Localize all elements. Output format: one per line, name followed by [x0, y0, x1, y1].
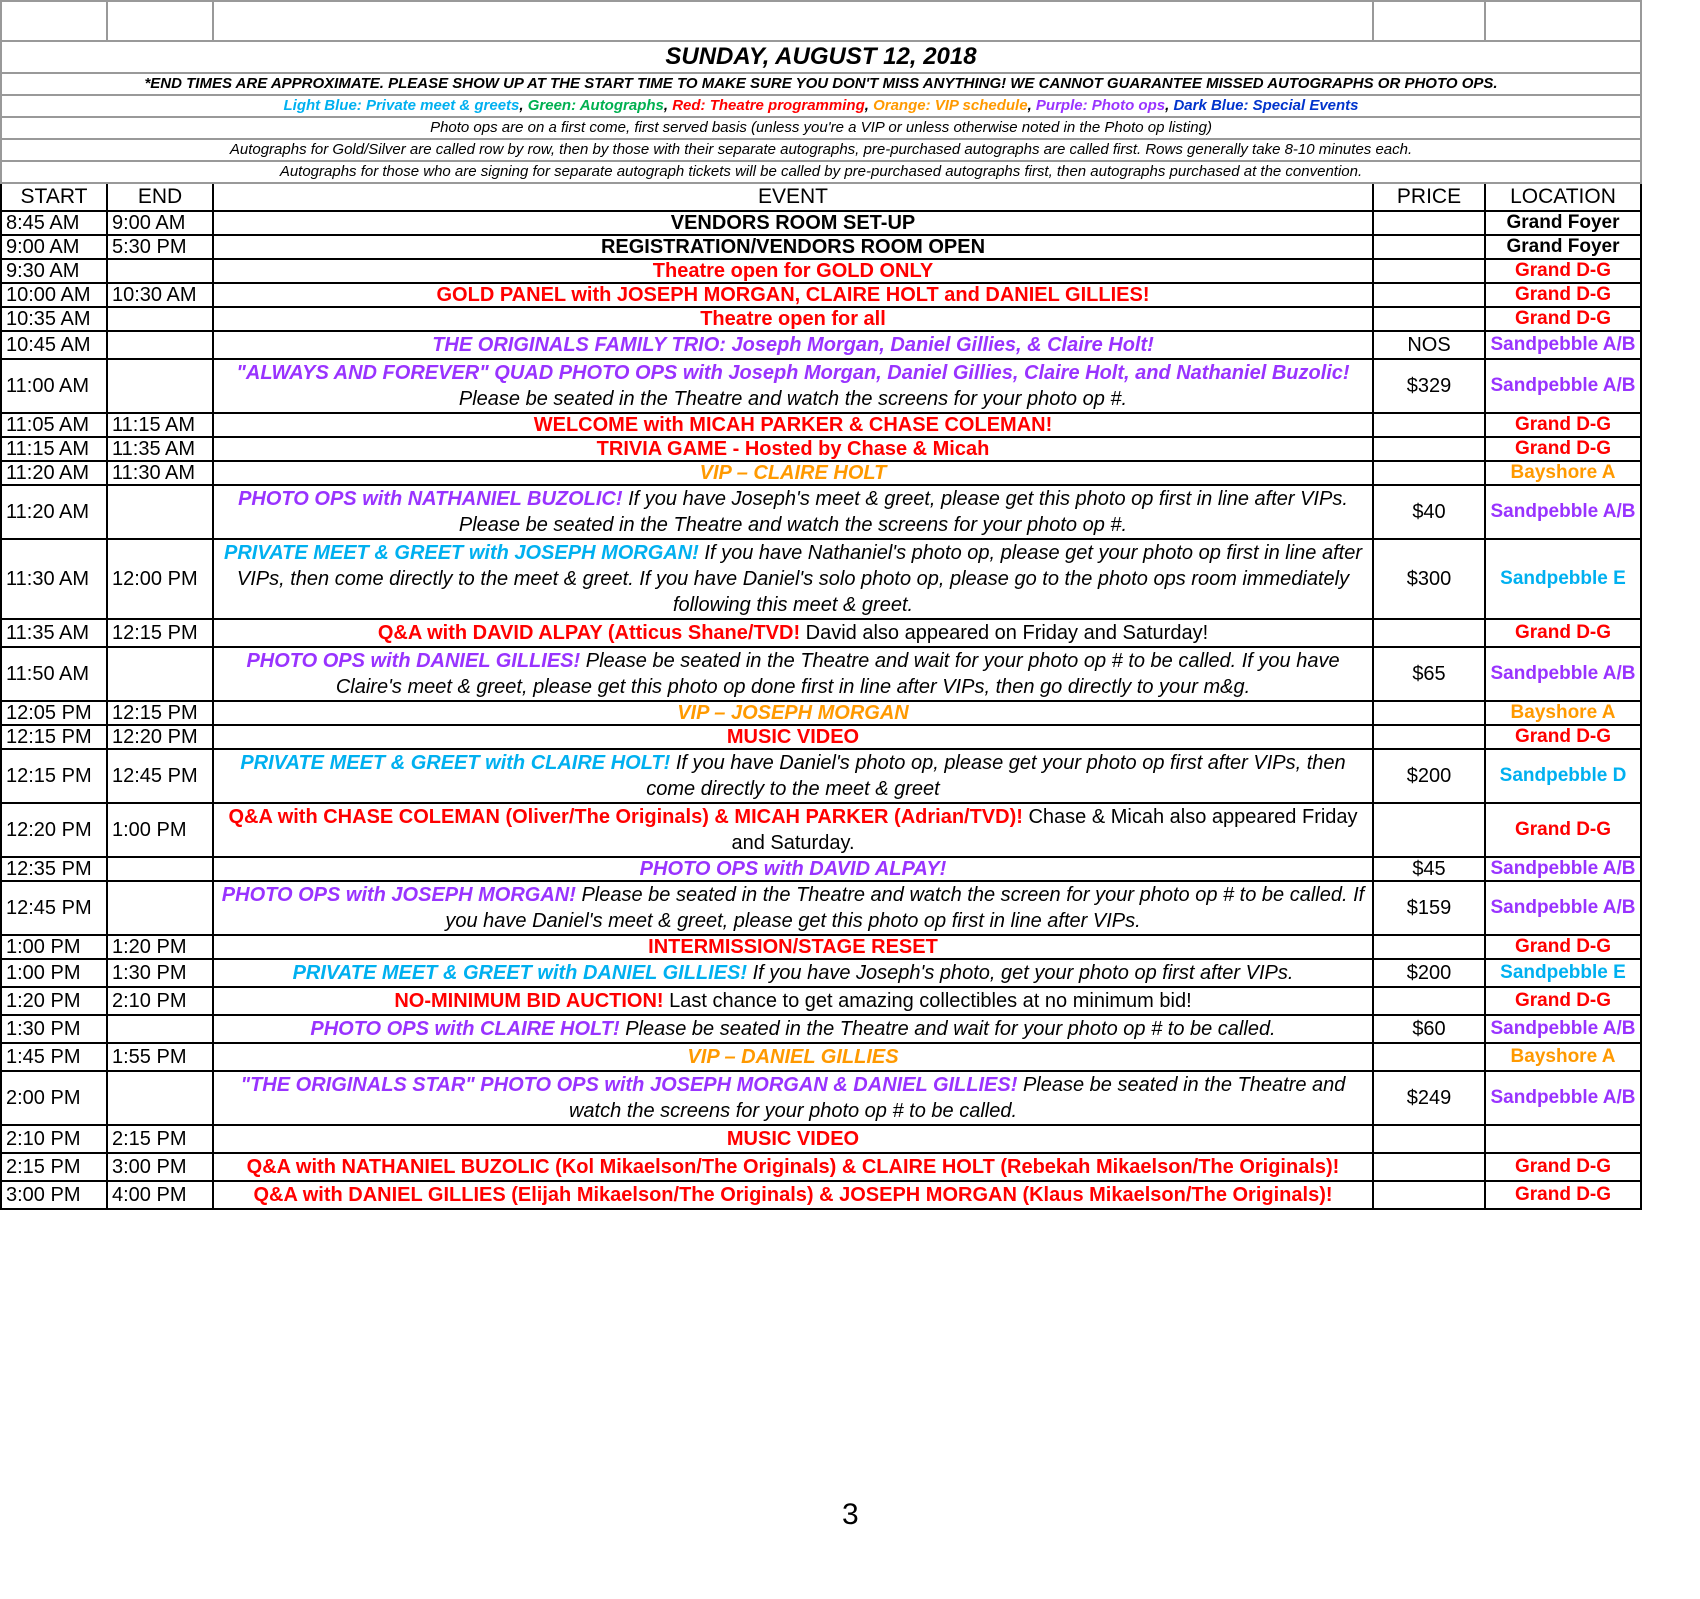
end-time	[107, 857, 213, 881]
end-time: 3:00 PM	[107, 1153, 213, 1181]
start-time: 1:30 PM	[1, 1015, 107, 1043]
legend-separator: ,	[519, 97, 528, 114]
event-title: MUSIC VIDEO	[726, 726, 860, 748]
event-note: If you have Nathaniel's photo op, please get your photo op first in line after VIPs, then come directly to the meet & greet. If you have Daniel's solo photo op, please go to the photo ops room immediately following this meet & greet.	[236, 542, 1362, 616]
event-title: INTERMISSION/STAGE RESET	[648, 936, 938, 958]
schedule-row	[1, 1015, 1641, 1043]
location-cell: Grand D-G	[1485, 987, 1641, 1015]
event-title: VIP – DANIEL GILLIES	[687, 1046, 899, 1068]
start-time: 1:45 PM	[1, 1043, 107, 1071]
location-cell: Grand D-G	[1485, 1153, 1641, 1181]
price-cell	[1373, 1043, 1485, 1071]
legend-separator: ,	[864, 97, 874, 114]
end-time	[107, 1015, 213, 1043]
start-time: 3:00 PM	[1, 1181, 107, 1209]
end-time	[107, 359, 213, 413]
event-title: VIP – JOSEPH MORGAN	[677, 702, 909, 724]
price-cell: $200	[1373, 959, 1485, 987]
end-time	[107, 307, 213, 331]
event-cell	[213, 331, 1373, 359]
event-cell	[213, 461, 1373, 485]
event-title: Theatre open for all	[700, 308, 886, 330]
legend-entry: Dark Blue: Special Events	[1173, 97, 1359, 114]
start-time: 11:00 AM	[1, 359, 107, 413]
price-cell	[1373, 725, 1485, 749]
price-cell	[1373, 619, 1485, 647]
start-time: 12:35 PM	[1, 857, 107, 881]
schedule-row	[1, 1043, 1641, 1071]
start-time: 10:45 AM	[1, 331, 107, 359]
event-title: Q&A with CHASE COLEMAN (Oliver/The Originals) & MICAH PARKER (Adrian/TVD)!	[228, 806, 1023, 828]
location-cell: Bayshore A	[1485, 1043, 1641, 1071]
location-cell: Sandpebble A/B	[1485, 857, 1641, 881]
event-cell	[213, 539, 1373, 619]
end-time: 11:15 AM	[107, 413, 213, 437]
start-time: 11:50 AM	[1, 647, 107, 701]
start-time: 12:05 PM	[1, 701, 107, 725]
photo-ops-note: Photo ops are on a first come, first served basis (unless you're a VIP or unless otherwise noted in the Photo op listing)	[1, 117, 1641, 139]
schedule-row	[1, 1071, 1641, 1125]
color-legend	[1, 95, 1641, 117]
start-time: 1:20 PM	[1, 987, 107, 1015]
price-cell	[1373, 307, 1485, 331]
end-time: 9:00 AM	[107, 211, 213, 235]
price-cell	[1373, 413, 1485, 437]
disclaimer-row	[1, 73, 1641, 95]
schedule-row	[1, 359, 1641, 413]
event-cell	[213, 1153, 1373, 1181]
event-title: MUSIC VIDEO	[726, 1128, 860, 1150]
page-title: SUNDAY, AUGUST 12, 2018	[1, 41, 1641, 73]
location-cell: Sandpebble E	[1485, 959, 1641, 987]
event-title: THE ORIGINALS FAMILY TRIO: Joseph Morgan, Daniel Gillies, & Claire Holt!	[432, 334, 1154, 356]
event-title: VIP – CLAIRE HOLT	[699, 462, 887, 484]
location-cell: Sandpebble A/B	[1485, 881, 1641, 935]
end-time	[107, 259, 213, 283]
start-time: 11:30 AM	[1, 539, 107, 619]
event-cell	[213, 647, 1373, 701]
event-cell	[213, 437, 1373, 461]
event-title: PRIVATE MEET & GREET with CLAIRE HOLT!	[240, 752, 671, 774]
location-cell: Grand Foyer	[1485, 211, 1641, 235]
legend-entry: Green: Autographs	[527, 97, 664, 114]
event-title: REGISTRATION/VENDORS ROOM OPEN	[600, 236, 986, 258]
start-time: 11:20 AM	[1, 485, 107, 539]
location-cell: Sandpebble A/B	[1485, 359, 1641, 413]
event-cell	[213, 1071, 1373, 1125]
price-cell	[1373, 259, 1485, 283]
price-cell	[1373, 803, 1485, 857]
event-cell	[213, 485, 1373, 539]
event-title: Q&A with DANIEL GILLIES (Elijah Mikaelson/The Originals) & JOSEPH MORGAN (Klaus Mikaelson/The Originals)!	[253, 1184, 1333, 1206]
event-note: If you have Joseph's photo, get your photo op first after VIPs.	[752, 962, 1294, 984]
schedule-row	[1, 259, 1641, 283]
schedule-row	[1, 485, 1641, 539]
header-event: EVENT	[213, 183, 1373, 211]
event-cell	[213, 1181, 1373, 1209]
location-cell: Sandpebble A/B	[1485, 647, 1641, 701]
event-title: Q&A with DAVID ALPAY (Atticus Shane/TVD!	[377, 622, 801, 644]
header-price: PRICE	[1373, 183, 1485, 211]
end-time: 12:00 PM	[107, 539, 213, 619]
start-time: 12:20 PM	[1, 803, 107, 857]
price-cell	[1373, 1181, 1485, 1209]
event-note: Last chance to get amazing collectibles at no minimum bid!	[669, 990, 1192, 1012]
schedule-row	[1, 857, 1641, 881]
event-cell	[213, 857, 1373, 881]
end-time	[107, 881, 213, 935]
event-cell	[213, 259, 1373, 283]
location-cell: Sandpebble A/B	[1485, 1071, 1641, 1125]
start-time: 12:45 PM	[1, 881, 107, 935]
location-cell: Sandpebble A/B	[1485, 331, 1641, 359]
event-title: Theatre open for GOLD ONLY	[652, 260, 934, 282]
event-title: PRIVATE MEET & GREET with JOSEPH MORGAN!	[224, 542, 699, 564]
header-row	[1, 183, 1641, 211]
location-cell: Bayshore A	[1485, 701, 1641, 725]
end-time: 11:30 AM	[107, 461, 213, 485]
price-cell	[1373, 211, 1485, 235]
legend-entry: Red: Theatre programming	[672, 97, 865, 114]
schedule-row	[1, 235, 1641, 259]
start-time: 2:15 PM	[1, 1153, 107, 1181]
price-cell: NOS	[1373, 331, 1485, 359]
start-time: 1:00 PM	[1, 935, 107, 959]
location-cell: Sandpebble E	[1485, 539, 1641, 619]
legend-entry: Light Blue: Private meet & greets	[283, 97, 520, 114]
end-time	[107, 485, 213, 539]
location-cell: Grand D-G	[1485, 307, 1641, 331]
end-time	[107, 331, 213, 359]
header-end: END	[107, 183, 213, 211]
event-title: PHOTO OPS with CLAIRE HOLT!	[310, 1018, 620, 1040]
event-title: GOLD PANEL with JOSEPH MORGAN, CLAIRE HOLT and DANIEL GILLIES!	[436, 284, 1150, 306]
event-note: Chase & Micah also appeared Friday and Saturday.	[731, 806, 1358, 854]
schedule-row	[1, 803, 1641, 857]
event-cell	[213, 211, 1373, 235]
event-note: Please be seated in the Theatre and watch the screen for your photo op # to be called. If you have Daniel's meet & greet, please get this photo op first in line after VIPs.	[445, 884, 1365, 932]
end-time: 10:30 AM	[107, 283, 213, 307]
location-cell: Grand Foyer	[1485, 235, 1641, 259]
autographs-separate-note: Autographs for those who are signing for separate autograph tickets will be called by pre-purchased autographs first, then autographs purchased at the convention.	[1, 161, 1641, 183]
event-cell	[213, 959, 1373, 987]
event-cell	[213, 359, 1373, 413]
price-cell: $300	[1373, 539, 1485, 619]
end-time: 1:20 PM	[107, 935, 213, 959]
price-cell: $65	[1373, 647, 1485, 701]
legend-separator: ,	[663, 97, 673, 114]
price-cell	[1373, 1125, 1485, 1153]
end-time: 2:10 PM	[107, 987, 213, 1015]
event-cell	[213, 307, 1373, 331]
page-number: 3	[842, 1498, 859, 1531]
legend-separator: ,	[1027, 97, 1036, 114]
start-time: 8:45 AM	[1, 211, 107, 235]
event-cell	[213, 1015, 1373, 1043]
price-cell: $159	[1373, 881, 1485, 935]
start-time: 2:10 PM	[1, 1125, 107, 1153]
event-title: TRIVIA GAME - Hosted by Chase & Micah	[596, 438, 990, 460]
schedule-row	[1, 935, 1641, 959]
schedule-row	[1, 959, 1641, 987]
schedule-row	[1, 211, 1641, 235]
end-time: 12:15 PM	[107, 701, 213, 725]
end-time: 12:15 PM	[107, 619, 213, 647]
header-location: LOCATION	[1485, 183, 1641, 211]
end-time: 1:00 PM	[107, 803, 213, 857]
location-cell: Grand D-G	[1485, 437, 1641, 461]
start-time: 12:15 PM	[1, 725, 107, 749]
schedule-row	[1, 331, 1641, 359]
event-title: "THE ORIGINALS STAR" PHOTO OPS with JOSEPH MORGAN & DANIEL GILLIES!	[240, 1074, 1018, 1096]
schedule-row	[1, 749, 1641, 803]
legend-entry: Orange: VIP schedule	[873, 97, 1028, 114]
schedule-row	[1, 307, 1641, 331]
price-cell: $45	[1373, 857, 1485, 881]
location-cell: Sandpebble A/B	[1485, 485, 1641, 539]
location-cell: Grand D-G	[1485, 619, 1641, 647]
start-time: 1:00 PM	[1, 959, 107, 987]
location-cell: Grand D-G	[1485, 725, 1641, 749]
event-cell	[213, 881, 1373, 935]
event-cell	[213, 935, 1373, 959]
event-title: PHOTO OPS with DANIEL GILLIES!	[246, 650, 581, 672]
location-cell: Bayshore A	[1485, 461, 1641, 485]
schedule-row	[1, 1181, 1641, 1209]
start-time: 11:05 AM	[1, 413, 107, 437]
photo-ops-note-row	[1, 117, 1641, 139]
event-cell	[213, 619, 1373, 647]
event-title: PHOTO OPS with DAVID ALPAY!	[639, 858, 947, 880]
event-title: VENDORS ROOM SET-UP	[670, 212, 916, 234]
price-cell	[1373, 701, 1485, 725]
schedule-row	[1, 987, 1641, 1015]
legend-separator: ,	[1165, 97, 1174, 114]
event-cell	[213, 283, 1373, 307]
schedule-row	[1, 1153, 1641, 1181]
start-time: 11:35 AM	[1, 619, 107, 647]
event-title: WELCOME with MICAH PARKER & CHASE COLEMAN!	[533, 414, 1053, 436]
event-title: Q&A with NATHANIEL BUZOLIC (Kol Mikaelson/The Originals) & CLAIRE HOLT (Rebekah Mikaelson/The Originals)!	[246, 1156, 1340, 1178]
end-time: 12:20 PM	[107, 725, 213, 749]
event-note: Please be seated in the Theatre and watch the screens for your photo op # to be called.	[568, 1074, 1346, 1122]
schedule-row	[1, 437, 1641, 461]
location-cell: Grand D-G	[1485, 803, 1641, 857]
schedule-row	[1, 413, 1641, 437]
event-cell	[213, 235, 1373, 259]
location-cell: Grand D-G	[1485, 1181, 1641, 1209]
location-cell: Sandpebble A/B	[1485, 1015, 1641, 1043]
event-note: David also appeared on Friday and Saturday!	[805, 622, 1209, 644]
event-cell	[213, 1125, 1373, 1153]
start-time: 12:15 PM	[1, 749, 107, 803]
location-cell: Grand D-G	[1485, 283, 1641, 307]
end-time: 2:15 PM	[107, 1125, 213, 1153]
price-cell: $200	[1373, 749, 1485, 803]
event-cell	[213, 803, 1373, 857]
schedule-row	[1, 461, 1641, 485]
end-time: 5:30 PM	[107, 235, 213, 259]
event-cell	[213, 1043, 1373, 1071]
legend-row	[1, 95, 1641, 117]
start-time: 11:20 AM	[1, 461, 107, 485]
schedule-row	[1, 881, 1641, 935]
location-cell: Sandpebble D	[1485, 749, 1641, 803]
end-time: 1:30 PM	[107, 959, 213, 987]
end-time: 4:00 PM	[107, 1181, 213, 1209]
end-time	[107, 1071, 213, 1125]
location-cell: Grand D-G	[1485, 935, 1641, 959]
price-cell	[1373, 1153, 1485, 1181]
event-note: Please be seated in the Theatre and watch the screens for your photo op #.	[458, 388, 1128, 410]
event-title: PHOTO OPS with NATHANIEL BUZOLIC!	[238, 488, 623, 510]
location-cell: Grand D-G	[1485, 259, 1641, 283]
schedule-row	[1, 647, 1641, 701]
schedule-row	[1, 701, 1641, 725]
autographs-separate-note-row	[1, 161, 1641, 183]
end-time: 11:35 AM	[107, 437, 213, 461]
price-cell	[1373, 461, 1485, 485]
header-start: START	[1, 183, 107, 211]
event-title: PRIVATE MEET & GREET with DANIEL GILLIES!	[292, 962, 748, 984]
price-cell	[1373, 235, 1485, 259]
event-cell	[213, 413, 1373, 437]
title-row	[1, 41, 1641, 73]
event-note: If you have Joseph's meet & greet, please get this photo op first in line after VIPs. Please be seated in the Theatre and watch the screens for your photo op #.	[458, 488, 1348, 536]
autographs-gold-note: Autographs for Gold/Silver are called row by row, then by those with their separate autographs, pre-purchased autographs are called first. Rows generally take 8-10 minutes each.	[1, 139, 1641, 161]
schedule-row	[1, 1125, 1641, 1153]
price-cell	[1373, 283, 1485, 307]
price-cell: $40	[1373, 485, 1485, 539]
event-cell	[213, 701, 1373, 725]
schedule-row	[1, 283, 1641, 307]
autographs-gold-note-row	[1, 139, 1641, 161]
price-cell	[1373, 935, 1485, 959]
schedule-row	[1, 725, 1641, 749]
start-time: 9:30 AM	[1, 259, 107, 283]
price-cell	[1373, 987, 1485, 1015]
end-time: 12:45 PM	[107, 749, 213, 803]
end-time: 1:55 PM	[107, 1043, 213, 1071]
event-note: Please be seated in the Theatre and wait for your photo op # to be called. If you have Claire's meet & greet, please get this photo op done first in line after VIPs, then go directly to your m&g.	[335, 650, 1340, 698]
event-cell	[213, 725, 1373, 749]
event-note: Please be seated in the Theatre and wait for your photo op # to be called.	[625, 1018, 1276, 1040]
price-cell: $329	[1373, 359, 1485, 413]
start-time: 10:00 AM	[1, 283, 107, 307]
schedule-row	[1, 539, 1641, 619]
legend-entry: Purple: Photo ops	[1035, 97, 1166, 114]
location-cell: Grand D-G	[1485, 413, 1641, 437]
price-cell	[1373, 437, 1485, 461]
event-cell	[213, 749, 1373, 803]
location-cell	[1485, 1125, 1641, 1153]
event-title: NO-MINIMUM BID AUCTION!	[394, 990, 664, 1012]
disclaimer-note: *END TIMES ARE APPROXIMATE. PLEASE SHOW UP AT THE START TIME TO MAKE SURE YOU DON'T MISS ANYTHING! WE CANNOT GUARANTEE MISSED AUTOGRAPHS OR PHOTO OPS.	[1, 73, 1641, 95]
event-title: "ALWAYS AND FOREVER" QUAD PHOTO OPS with Joseph Morgan, Daniel Gillies, Claire Holt, and Nathaniel Buzolic!	[236, 362, 1350, 384]
start-time: 10:35 AM	[1, 307, 107, 331]
end-time	[107, 647, 213, 701]
event-note: If you have Daniel's photo op, please get your photo op first after VIPs, then come directly to the meet & greet	[646, 752, 1346, 800]
top-blank-row	[1, 1, 1641, 41]
start-time: 2:00 PM	[1, 1071, 107, 1125]
schedule-row	[1, 619, 1641, 647]
start-time: 11:15 AM	[1, 437, 107, 461]
price-cell: $249	[1373, 1071, 1485, 1125]
start-time: 9:00 AM	[1, 235, 107, 259]
event-cell	[213, 987, 1373, 1015]
event-title: PHOTO OPS with JOSEPH MORGAN!	[221, 884, 576, 906]
price-cell: $60	[1373, 1015, 1485, 1043]
